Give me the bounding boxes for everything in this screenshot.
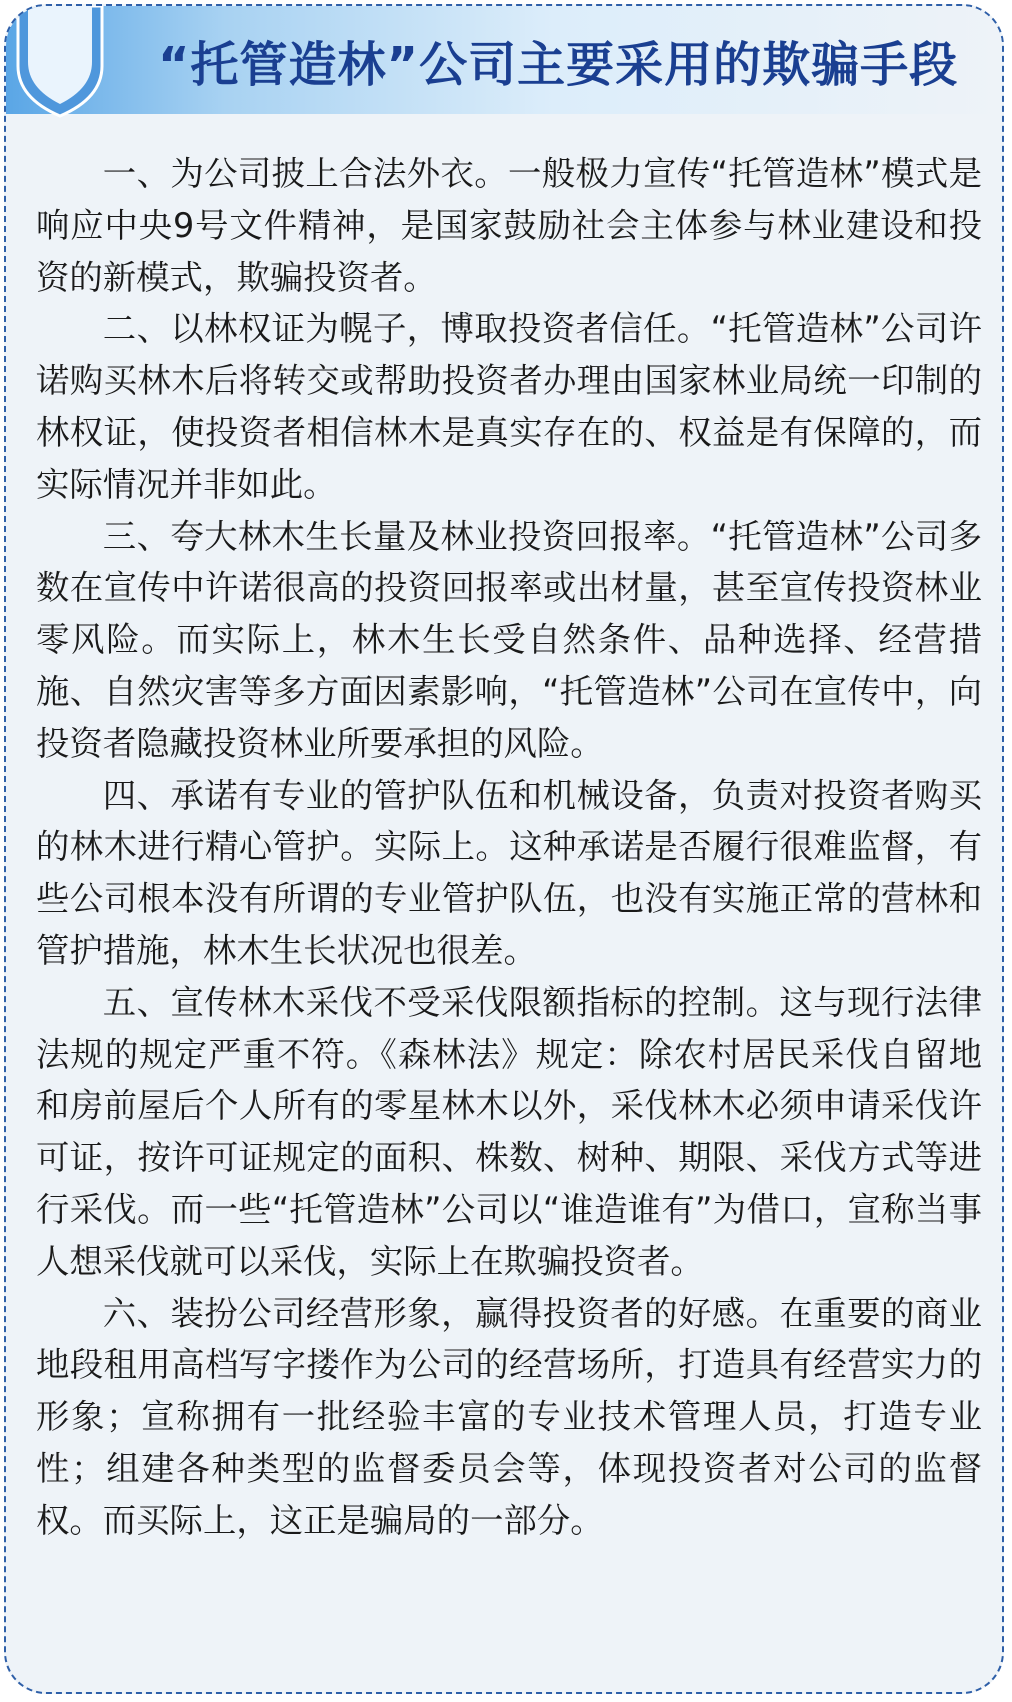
shield-icon: [14, 6, 106, 118]
paragraph-5: 五、宣传林木采伐不受采伐限额指标的控制。这与现行法律法规的规定严重不符。《森林法》规定：除农村居民采伐自留地和房前屋后个人所有的零星林木以外，采伐林木必须申请采伐许可证，按许可证规定的面积、株数、树种、期限、采伐方式等进行采伐。而一些“托管造林”公司以“谁造谁有”为借口，宣称当事人想采伐就可以采伐，实际上在欺骗投资者。: [36, 982, 982, 1281]
info-panel: [4, 4, 1004, 1694]
paragraph-2: 二、以林权证为幌子，博取投资者信任。“托管造林”公司许诺购买林木后将转交或帮助投资者办理由国家林业局统一印制的林权证，使投资者相信林木是真实存在的、权益是有保障的，而实际情况并非如此。: [36, 309, 982, 504]
paragraph-4: 四、承诺有专业的管护队伍和机械设备，负责对投资者购买的林木进行精心管护。实际上。这种承诺是否履行很难监督，有些公司根本没有所谓的专业管护队伍，也没有实施正常的营林和管护措施，林木生长状况也很差。: [36, 775, 982, 970]
page-title: “托管造林”公司主要采用的欺骗手段: [158, 37, 959, 93]
paragraph-6: 六、装扮公司经营形象，赢得投资者的好感。在重要的商业地段租用高档写字搂作为公司的经营场所，打造具有经营实力的形象；宣称拥有一批经验丰富的专业技术管理人员，打造专业性；组建各种类型的监督委员会等，体现投资者对公司的监督权。而买际上，这正是骗局的一部分。: [36, 1293, 982, 1540]
paragraph-1: 一、为公司披上合法外衣。一般极力宣传“托管造林”模式是响应中央9号文件精神，是国家鼓励社会主体参与林业建设和投资的新模式，欺骗投资者。: [36, 154, 982, 297]
article-body: [36, 148, 982, 1547]
paragraph-3: 三、夸大林木生长量及林业投资回报率。“托管造林”公司多数在宣传中许诺很高的投资回报率或出材量，甚至宣传投资林业零风险。而实际上，林木生长受自然条件、品种选择、经营措施、自然灾害等多方面因素影响，“托管造林”公司在宣传中，向投资者隐藏投资林业所要承担的风险。: [36, 516, 982, 763]
